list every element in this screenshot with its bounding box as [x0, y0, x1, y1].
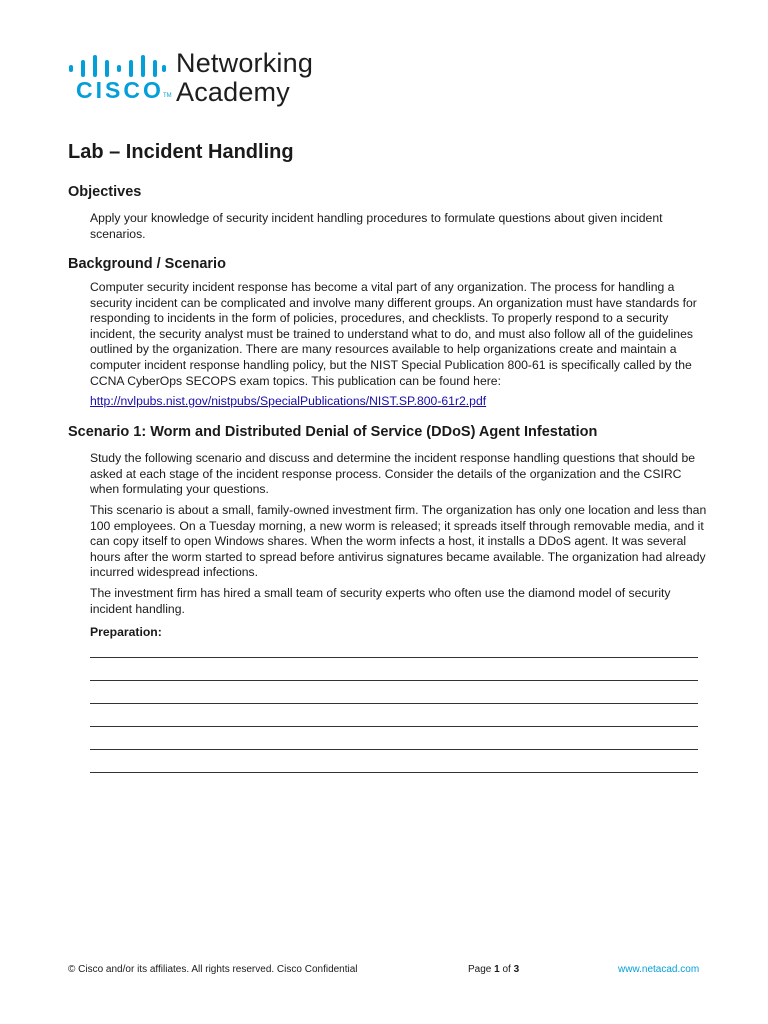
page-of: of: [499, 964, 514, 975]
scenario1-instructions: Study the following scenario and discuss and determine the incident response handling questions that should be asked at each stage of the incident response process. Consider the details of the organization and the CSIRC when formulating your questions.: [90, 451, 696, 497]
page-total: 3: [513, 964, 520, 975]
page-prefix: Page: [468, 964, 495, 975]
background-heading: Background / Scenario: [68, 256, 226, 272]
trademark-mark: TM: [163, 93, 172, 99]
brand-line-networking: Networking: [176, 48, 314, 78]
cisco-wordmark: CISCO: [76, 77, 164, 103]
cisco-networking-academy-logo: [68, 48, 328, 110]
cisco-bars-icon: [68, 55, 166, 77]
footer-website-link[interactable]: www.netacad.com: [618, 964, 700, 975]
preparation-label: Preparation:: [90, 625, 162, 639]
brand-line-academy: Academy: [176, 77, 290, 107]
answer-line[interactable]: [90, 680, 698, 681]
answer-line[interactable]: [90, 726, 698, 727]
scenario1-team-note: The investment firm has hired a small team of security experts who often use the diamond model of security incident handling.: [90, 586, 671, 616]
answer-line[interactable]: [90, 772, 698, 773]
footer-copyright: © Cisco and/or its affiliates. All rights reserved. Cisco Confidential: [68, 964, 358, 975]
footer-page-number: [468, 964, 519, 975]
page-current: 1: [494, 964, 500, 975]
answer-line[interactable]: [90, 703, 698, 704]
objectives-heading: Objectives: [68, 184, 142, 200]
nist-publication-link[interactable]: http://nvlpubs.nist.gov/nistpubs/SpecialPublications/NIST.SP.800-61r2.pdf: [90, 394, 487, 408]
nist-link-paragraph: [90, 394, 710, 410]
answer-line[interactable]: [90, 657, 698, 658]
answer-line[interactable]: [90, 749, 698, 750]
objectives-text: Apply your knowledge of security incident handling procedures to formulate questions about given incident scenarios.: [90, 211, 663, 241]
page-title: Lab – Incident Handling: [68, 141, 294, 163]
scenario1-description: This scenario is about a small, family-owned investment firm. The organization has only one location and less than 100 employees. On a Tuesday morning, a new worm is released; it spreads itself through removable media, and it can copy itself to open Windows shares. When the worm infects a host, it installs a DDoS agent. It was several hours after the worm started to spread before antivirus signatures became available. The organization had already incurred widespread infections.: [90, 503, 707, 580]
scenario1-heading: Scenario 1: Worm and Distributed Denial of Service (DDoS) Agent Infestation: [68, 424, 598, 440]
background-text: Computer security incident response has become a vital part of any organization. The process for handling a security incident can be complicated and involve many different groups. An organization must have standards for responding to incidents in the form of policies, procedures, and checklists. To properly respond to a security incident, the security analyst must be trained to understand what to do, and must also follow all of the guidelines outlined by the organization. There are many resources available to help organizations create and maintain a computer incident response handling policy, but the NIST Special Publication 800-61 is specifically called by the CCNA CyberOps SECOPS exam topics. This publication can be found here:: [90, 280, 697, 388]
